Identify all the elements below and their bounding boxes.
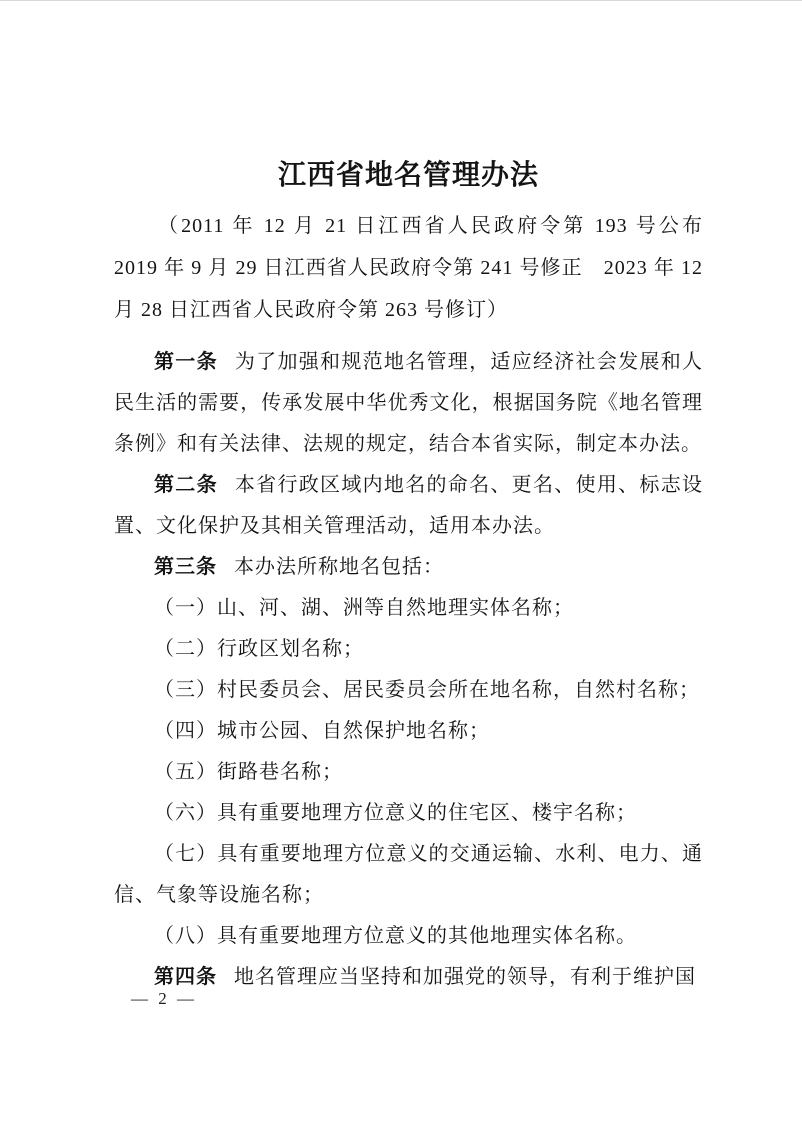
list-item-text-8: （八）具有重要地理方位意义的其他地理实体名称。 [154, 925, 637, 947]
document-title: 江西省地名管理办法 [277, 159, 539, 190]
list-item-1 [114, 588, 703, 629]
list-item-text-1: （一）山、河、湖、洲等自然地理实体名称； [154, 597, 574, 619]
article-paragraph-2 [114, 465, 703, 547]
list-item-2 [114, 629, 703, 670]
list-item-text-7: （七）具有重要地理方位意义的交通运输、水利、电力、通信、气象等设施名称； [114, 843, 703, 906]
article-text-4: 地名管理应当坚持和加强党的领导，有利于维护国 [234, 966, 696, 988]
list-item-4 [114, 711, 703, 752]
document-content [114, 1, 724, 998]
article-number-1: 第一条 [154, 351, 218, 373]
list-item-3 [114, 670, 703, 711]
article-paragraph-1 [114, 342, 703, 465]
page-number: — 2 — [131, 989, 197, 1008]
article-text-2: 本省行政区域内地名的命名、更名、使用、标志设置、文化保护及其相关管理活动，适用本办法。 [114, 474, 703, 537]
article-paragraph-4 [114, 957, 703, 998]
list-item-5 [114, 752, 703, 793]
article-text-1: 为了加强和规范地名管理，适应经济社会发展和人民生活的需要，传承发展中华优秀文化，根据国务院《地名管理条例》和有关法律、法规的规定，结合本省实际，制定本办法。 [114, 351, 703, 455]
promulgation-note: （2011 年 12 月 21 日江西省人民政府令第 193 号公布 2019 年 9 月 29 日江西省人民政府令第 241 号修正 2023 年 12 月 28 日江西省人民政府令第 263 号修订） [114, 215, 724, 321]
article-number-3: 第三条 [154, 556, 217, 578]
list-item-text-3: （三）村民委员会、居民委员会所在地名称，自然村名称； [154, 679, 700, 701]
article-number-2: 第二条 [154, 474, 218, 496]
list-item-text-2: （二）行政区划名称； [154, 638, 364, 660]
list-item-6 [114, 793, 703, 834]
list-item-7 [114, 834, 703, 916]
list-item-8 [114, 916, 703, 957]
list-item-text-5: （五）街路巷名称； [154, 761, 343, 783]
list-item-text-4: （四）城市公园、自然保护地名称； [154, 720, 490, 742]
article-number-4: 第四条 [154, 966, 217, 988]
article-paragraph-3 [114, 547, 703, 588]
list-item-text-6: （六）具有重要地理方位意义的住宅区、楼宇名称； [154, 802, 637, 824]
article-text-3: 本办法所称地名包括： [234, 556, 444, 578]
